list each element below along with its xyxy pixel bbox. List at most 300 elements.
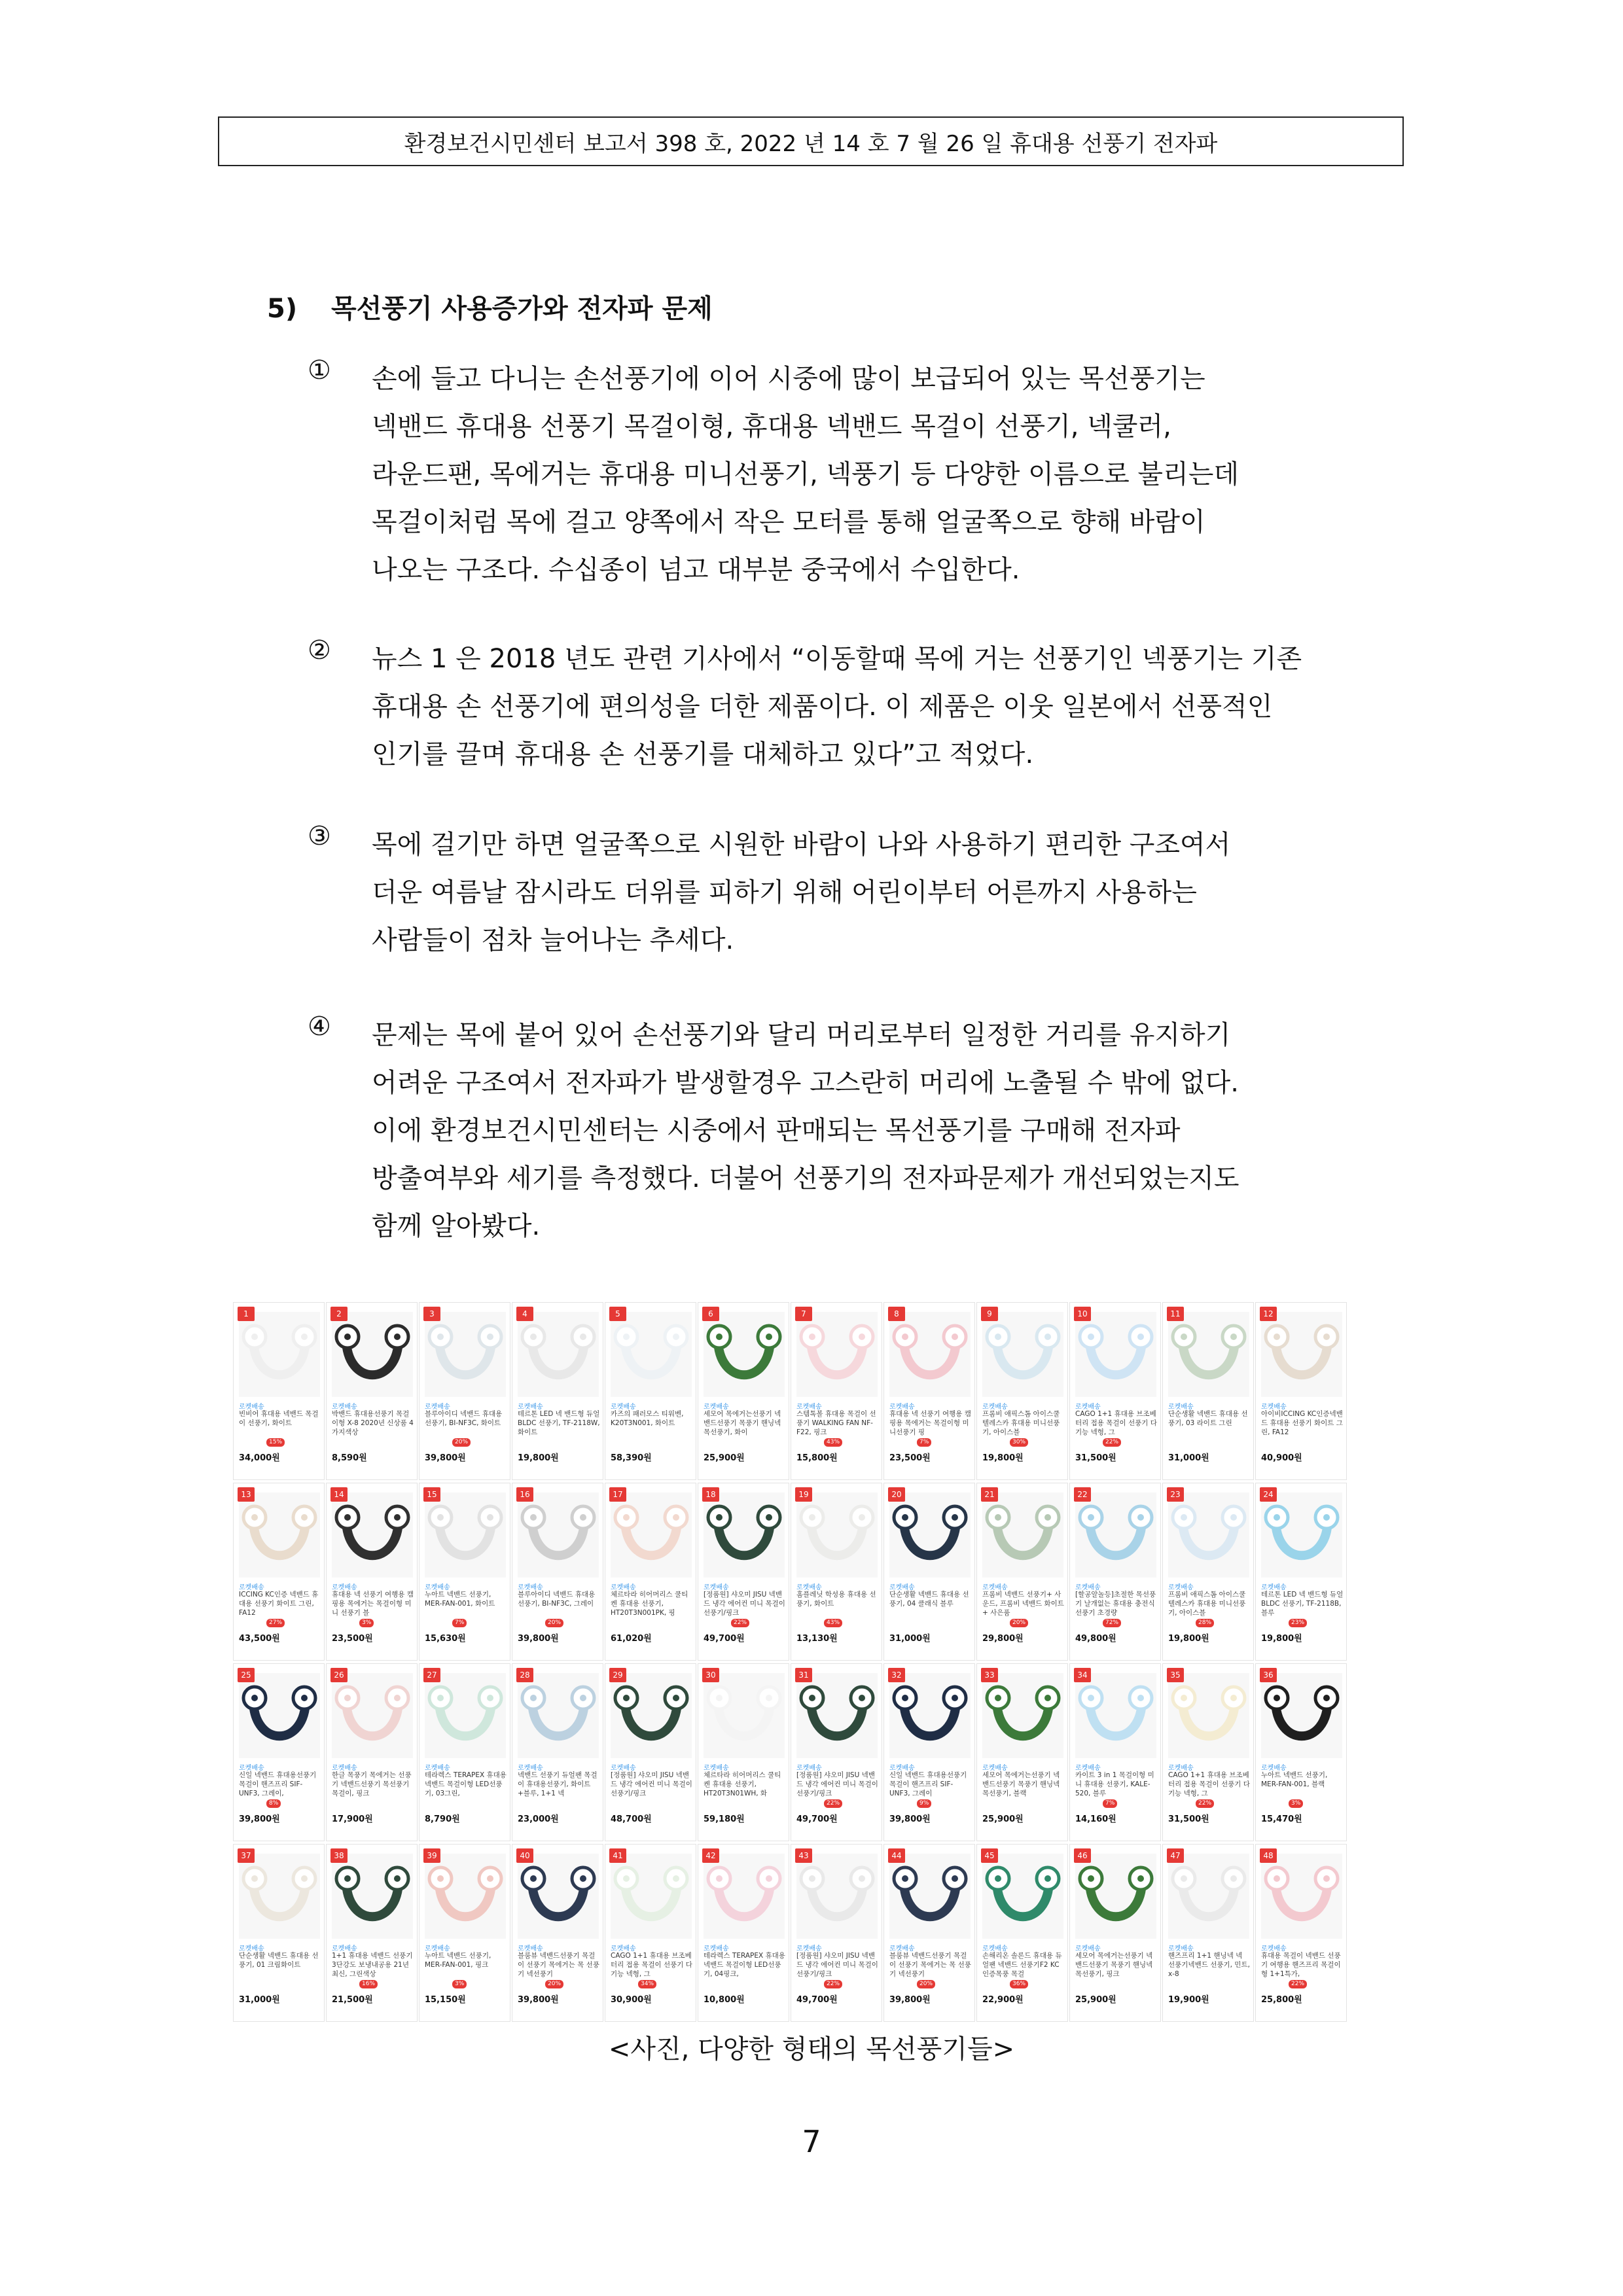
rank-badge: 39	[423, 1848, 440, 1863]
delivery-label: 로켓배송	[518, 1584, 543, 1591]
rank-badge: 3	[423, 1307, 440, 1321]
product-price: 39,800원	[889, 1995, 931, 2005]
delivery-label: 로켓배송	[704, 1584, 729, 1591]
discount-badge: 22%	[1196, 1799, 1214, 1808]
product-name: 단순생활 넥밴드 휴대용 선풍기, 01 크림화이트	[239, 1952, 319, 1969]
product-tile	[605, 1302, 696, 1480]
delivery-label: 로켓배송	[1075, 1584, 1101, 1591]
product-photo	[704, 1492, 785, 1578]
product-name: 핸즈프리 1+1 핸닝넥 넥 선풍기넥밴드 선풍기, 민트, x-8	[1168, 1952, 1250, 1978]
product-tile	[419, 1483, 510, 1661]
product-tile	[698, 1663, 789, 1841]
product-photo	[982, 1492, 1063, 1578]
product-price: 29,800원	[982, 1634, 1024, 1644]
product-tile	[1162, 1302, 1254, 1480]
product-price: 13,130원	[796, 1634, 838, 1644]
neck-fan-icon	[982, 1492, 1063, 1578]
product-photo	[1168, 1312, 1249, 1397]
delivery-label: 로켓배송	[332, 1945, 357, 1952]
product-tile	[883, 1483, 975, 1661]
product-name: 신일 넥밴드 휴대용선풍기 목걸이 핸즈프리 SIF-UNF3, 그레이,	[239, 1771, 317, 1797]
delivery-label: 로켓배송	[796, 1404, 822, 1411]
rank-badge: 37	[238, 1848, 255, 1863]
product-name: 블룸뷰 넥밴드선풍기 목걸이 선풍기 목에거는 목 선풍기 넥선풍기	[518, 1952, 599, 1978]
delivery-label: 로켓배송	[1168, 1584, 1194, 1591]
product-name: 1+1 휴대용 넥밴드 선풍기 3단강도 보냉내공용 21년 최신, 그린색상	[332, 1952, 413, 1978]
delivery-label: 로켓배송	[1168, 1945, 1194, 1952]
figure-caption: <사진, 다양한 형태의 목선풍기들>	[608, 2034, 1015, 2064]
product-photo	[704, 1854, 785, 1939]
product-name: CAGO 1+1 휴대용 브조베터리 접용 목걸이 선풍기 다기능 넥형, 그	[1075, 1410, 1157, 1436]
rank-badge: 7	[795, 1307, 812, 1321]
rank-badge: 4	[516, 1307, 533, 1321]
product-tile	[976, 1844, 1068, 2022]
product-name: 박밴드 휴대용선풍기 목걸이형 X-8 2020년 신상품 4가지색상	[332, 1410, 414, 1436]
product-price: 23,000원	[518, 1814, 559, 1824]
rank-badge: 18	[702, 1487, 719, 1502]
delivery-label: 로켓배송	[889, 1765, 915, 1772]
neck-fan-icon	[1168, 1492, 1249, 1578]
rank-badge: 24	[1260, 1487, 1277, 1502]
discount-badge: 7%	[1103, 1799, 1117, 1808]
delivery-label: 로켓배송	[889, 1584, 915, 1591]
section-title	[267, 288, 713, 325]
delivery-label: 로켓배송	[982, 1404, 1008, 1411]
rank-badge: 16	[516, 1487, 533, 1502]
product-tile	[883, 1663, 975, 1841]
delivery-label: 로켓배송	[611, 1945, 636, 1952]
rank-badge: 21	[981, 1487, 998, 1502]
neck-fan-icon	[1075, 1312, 1156, 1397]
product-price: 19,800원	[1168, 1634, 1209, 1644]
product-photo	[611, 1854, 692, 1939]
product-tile	[1162, 1844, 1254, 2022]
paragraph-line: 라운드팬, 목에거는 휴대용 미니선풍기, 넥풍기 등 다양한 이름으로 불리는데	[372, 459, 1239, 489]
delivery-label: 로켓배송	[1168, 1404, 1194, 1411]
product-photo	[332, 1854, 413, 1939]
neck-fan-icon	[239, 1854, 320, 1939]
product-photo	[704, 1673, 785, 1758]
neck-fan-icon	[1075, 1854, 1156, 1939]
delivery-label: 로켓배송	[796, 1765, 822, 1772]
product-tile	[512, 1844, 603, 2022]
discount-badge: 20%	[1010, 1619, 1028, 1627]
neck-fan-icon	[796, 1492, 878, 1578]
delivery-label: 로켓배송	[518, 1404, 543, 1411]
product-price: 15,630원	[425, 1634, 466, 1644]
section-number: 5)	[267, 294, 298, 324]
product-photo	[982, 1673, 1063, 1758]
neck-fan-icon	[425, 1854, 506, 1939]
product-name: 카즈의 패러모스 티워벤, K20T3N001, 화이트	[611, 1410, 684, 1427]
discount-badge: 3%	[359, 1619, 374, 1627]
product-name: 세모어 목에거는선풍기 넥밴드선풍기 목풍기 핸닝넥목선풍기, 블랙	[982, 1771, 1060, 1797]
product-photo	[1168, 1492, 1249, 1578]
product-tile	[605, 1663, 696, 1841]
product-price: 31,000원	[889, 1634, 931, 1644]
paragraph-line: 휴대용 손 선풍기에 편의성을 더한 제품이다. 이 제품은 이웃 일본에서 선풍적인	[372, 692, 1273, 722]
delivery-label: 로켓배송	[1261, 1404, 1287, 1411]
product-photo	[518, 1673, 599, 1758]
delivery-label: 로켓배송	[1261, 1584, 1287, 1591]
product-tile	[1069, 1483, 1161, 1661]
product-name: 누아트 넥밴드 선풍기, MER-FAN-001, 블랙	[1261, 1771, 1328, 1788]
neck-fan-icon	[796, 1312, 878, 1397]
paragraph-line: 함께 알아봤다.	[372, 1211, 541, 1241]
product-photo	[1261, 1492, 1342, 1578]
product-photo	[796, 1492, 878, 1578]
rank-badge: 35	[1167, 1668, 1184, 1682]
product-photo	[796, 1312, 878, 1397]
product-name: [할공알놀등]초절한 목선풍기 날개없는 휴대용 충전식 선풍기 초경량	[1075, 1591, 1156, 1617]
paragraph-line: 방출여부와 세기를 측정했다. 더불어 선풍기의 전자파문제가 개선되었는지도	[372, 1163, 1240, 1193]
paragraph-marker: ③	[308, 821, 331, 851]
neck-fan-icon	[796, 1854, 878, 1939]
product-name: 넥밴드 선풍기 듀얼팬 목걸이 휴대용선풍기, 화이트+블루, 1+1 넥	[518, 1771, 597, 1797]
product-tile	[698, 1483, 789, 1661]
product-tile	[791, 1483, 882, 1661]
discount-badge: 34%	[638, 1980, 656, 1988]
product-photo	[1075, 1312, 1156, 1397]
product-price: 40,900원	[1261, 1453, 1302, 1463]
product-name: 블루아이디 넥밴드 휴대용 선풍기, BI-NF3C, 그레이	[518, 1591, 596, 1608]
product-tile	[419, 1302, 510, 1480]
rank-badge: 17	[609, 1487, 626, 1502]
neck-fan-icon	[704, 1312, 785, 1397]
delivery-label: 로켓배송	[1261, 1945, 1287, 1952]
paragraph-marker: ①	[308, 355, 331, 385]
product-tile	[698, 1302, 789, 1480]
paragraph-line: 이에 환경보건시민센터는 시중에서 판매되는 목선풍기를 구매해 전자파	[372, 1116, 1181, 1146]
neck-fan-icon	[1261, 1312, 1342, 1397]
product-name: [정품원] 샤오미 JISU 넥밴드 냉각 에어컨 미니 목걸이 선풍기/핑크	[611, 1771, 692, 1797]
product-photo	[239, 1492, 320, 1578]
rank-badge: 45	[981, 1848, 998, 1863]
discount-badge: 30%	[1010, 1438, 1028, 1447]
product-price: 8,790원	[425, 1814, 460, 1824]
paragraph-line: 넥밴드 휴대용 선풍기 목걸이형, 휴대용 넥밴드 목걸이 선풍기, 넥쿨러,	[372, 412, 1171, 442]
product-name: ICCING KC인증 넥밴드 휴대용 선풍기 화이트 그린, FA12	[239, 1591, 319, 1617]
product-name: 세모어 목에거는선풍기 넥밴드선풍기 목풍기 핸닝넥목선풍기, 화이	[704, 1410, 781, 1436]
delivery-label: 로켓배송	[239, 1584, 264, 1591]
product-price: 19,900원	[1168, 1995, 1209, 2005]
neck-fan-icon	[518, 1673, 599, 1758]
discount-badge: 7%	[452, 1619, 467, 1627]
product-name: [정품원] 샤오미 JISU 넥밴드 냉각 에어컨 미니 목걸이 선풍기/핑크	[796, 1952, 878, 1978]
discount-badge: 20%	[545, 1619, 563, 1627]
product-price: 21,500원	[332, 1995, 373, 2005]
product-price: 15,470원	[1261, 1814, 1302, 1824]
product-tile	[326, 1663, 418, 1841]
product-price: 49,800원	[1075, 1634, 1116, 1644]
rank-badge: 9	[981, 1307, 998, 1321]
neck-fan-icon	[982, 1312, 1063, 1397]
product-photo	[1168, 1673, 1249, 1758]
product-price: 39,800원	[425, 1453, 466, 1463]
product-name: 누아트 넥밴드 선풍기, MER-FAN-001, 핑크	[425, 1952, 491, 1969]
delivery-label: 로켓배송	[332, 1765, 357, 1772]
product-price: 14,160원	[1075, 1814, 1116, 1824]
rank-badge: 27	[423, 1668, 440, 1682]
product-name: 휴대용 넥 선풍기 여행용 캠핑용 목에거는 목걸이형 미니선풍기 핑	[889, 1410, 971, 1436]
delivery-label: 로켓배송	[425, 1404, 450, 1411]
rank-badge: 22	[1074, 1487, 1091, 1502]
discount-badge: 7%	[917, 1438, 931, 1447]
discount-badge: 16%	[359, 1980, 378, 1988]
product-name: 테라렉스 TERAPEX 휴대용넥밴드 목걸이형 LED선풍기, 03그린,	[425, 1771, 507, 1797]
neck-fan-icon	[239, 1673, 320, 1758]
delivery-label: 로켓배송	[1075, 1945, 1101, 1952]
product-tile	[233, 1663, 325, 1841]
rank-badge: 43	[795, 1848, 812, 1863]
product-photo	[889, 1312, 971, 1397]
product-name: 카이트 3 in 1 목걸이형 미니 휴대용 선풍기, KALE-520, 블루	[1075, 1771, 1154, 1797]
neck-fan-icon	[889, 1673, 971, 1758]
delivery-label: 로켓배송	[425, 1765, 450, 1772]
paragraph-line: 사람들이 점차 늘어나는 추세다.	[372, 925, 734, 955]
product-name: 휴대용 넥 선풍기 여행용 캠핑용 목에거는 목걸이형 미니 선풍기 블	[332, 1591, 414, 1617]
discount-badge: 27%	[266, 1619, 285, 1627]
discount-badge: 28%	[1196, 1619, 1214, 1627]
product-tile	[605, 1844, 696, 2022]
product-name: 신일 넥밴드 휴대용선풍기 목걸이 핸즈프리 SIF-UNF3, 그레이	[889, 1771, 967, 1797]
section-heading: 목선풍기 사용증가와 전자파 문제	[331, 294, 713, 324]
product-price: 25,900원	[704, 1453, 745, 1463]
product-price: 22,900원	[982, 1995, 1024, 2005]
product-name: 테르톤 LED 넥 밴드형 듀얼 BLDC 선풍기, TF-2118B, 블루	[1261, 1591, 1344, 1617]
product-tile	[1069, 1663, 1161, 1841]
discount-badge: 22%	[824, 1980, 842, 1988]
rank-badge: 47	[1167, 1848, 1184, 1863]
discount-badge: 20%	[452, 1438, 471, 1447]
product-photo	[1075, 1492, 1156, 1578]
product-name: 블룸뷰 넥밴드선풍기 목걸이 선풍기 목에거는 목 선풍기 넥선풍기	[889, 1952, 971, 1978]
product-photo-grid	[233, 1302, 1346, 2026]
paragraph-line: 손에 들고 다니는 손선풍기에 이어 시중에 많이 보급되어 있는 목선풍기는	[372, 364, 1205, 394]
product-price: 39,800원	[239, 1814, 280, 1824]
product-tile	[326, 1483, 418, 1661]
product-tile	[791, 1663, 882, 1841]
delivery-label: 로켓배송	[425, 1584, 450, 1591]
neck-fan-icon	[1075, 1673, 1156, 1758]
product-name: 스템톡볼 휴대용 목걸이 선풍기 WALKING FAN NF-F22, 핑크	[796, 1410, 876, 1436]
neck-fan-icon	[889, 1492, 971, 1578]
rank-badge: 30	[702, 1668, 719, 1682]
paragraph-line: 인기를 끌며 휴대용 손 선풍기를 대체하고 있다”고 적었다.	[372, 739, 1034, 769]
discount-badge: 43%	[824, 1438, 842, 1447]
product-name: 블루아이디 넥밴드 휴대용 선풍기, BI-NF3C, 화이트	[425, 1410, 503, 1427]
product-name: 체르타라 히어머리스 쿨티켄 휴대용 선풍기, HT20T3N001PK, 핑	[611, 1591, 688, 1617]
product-photo	[518, 1312, 599, 1397]
rank-badge: 19	[795, 1487, 812, 1502]
neck-fan-icon	[332, 1492, 413, 1578]
product-price: 61,020원	[611, 1634, 652, 1644]
neck-fan-icon	[518, 1492, 599, 1578]
discount-badge: 22%	[731, 1619, 749, 1627]
product-tile	[883, 1844, 975, 2022]
rank-badge: 10	[1074, 1307, 1091, 1321]
product-tile	[883, 1302, 975, 1480]
product-photo	[239, 1673, 320, 1758]
product-tile	[512, 1663, 603, 1841]
neck-fan-icon	[611, 1492, 692, 1578]
neck-fan-icon	[1168, 1673, 1249, 1758]
neck-fan-icon	[1261, 1854, 1342, 1939]
delivery-label: 로켓배송	[425, 1945, 450, 1952]
product-price: 23,500원	[332, 1634, 373, 1644]
discount-badge: 8%	[266, 1799, 281, 1808]
rank-badge: 20	[888, 1487, 905, 1502]
discount-badge: 20%	[917, 1980, 935, 1988]
neck-fan-icon	[982, 1854, 1063, 1939]
product-photo	[611, 1673, 692, 1758]
product-name: 단순생활 넥밴드 휴대용 선풍기, 03 라이트 그린	[1168, 1410, 1248, 1427]
product-price: 43,500원	[239, 1634, 280, 1644]
product-name: 프롬비 애픽스톰 아이스쿨 텔레스카 휴대용 미니선풍기, 아이스블	[982, 1410, 1060, 1436]
rank-badge: 14	[330, 1487, 348, 1502]
product-photo	[518, 1854, 599, 1939]
product-name: 아이비ICCING KC인증넥밴드 휴대용 선풍기 화이트 그린, FA12	[1261, 1410, 1343, 1436]
product-tile	[791, 1844, 882, 2022]
product-price: 17,900원	[332, 1814, 373, 1824]
delivery-label: 로켓배송	[611, 1584, 636, 1591]
delivery-label: 로켓배송	[332, 1584, 357, 1591]
rank-badge: 1	[238, 1307, 255, 1321]
neck-fan-icon	[704, 1673, 785, 1758]
paragraph-line: 어려운 구조여서 전자파가 발생할경우 고스란히 머리에 노출될 수 밖에 없다.	[372, 1068, 1239, 1098]
neck-fan-icon	[425, 1673, 506, 1758]
neck-fan-icon	[704, 1492, 785, 1578]
delivery-label: 로켓배송	[889, 1945, 915, 1952]
neck-fan-icon	[425, 1492, 506, 1578]
discount-badge: 22%	[1103, 1438, 1121, 1447]
product-photo	[889, 1854, 971, 1939]
discount-badge: 20%	[545, 1980, 563, 1988]
product-name: 체르타라 히어머리스 쿨티켄 휴대용 선풍기, HT20T3N01WH, 화	[704, 1771, 781, 1797]
rank-badge: 38	[330, 1848, 348, 1863]
product-price: 31,000원	[239, 1995, 280, 2005]
product-tile	[1255, 1302, 1347, 1480]
neck-fan-icon	[611, 1312, 692, 1397]
product-photo	[1168, 1854, 1249, 1939]
rank-badge: 28	[516, 1668, 533, 1682]
delivery-label: 로켓배송	[982, 1765, 1008, 1772]
product-photo	[611, 1492, 692, 1578]
rank-badge: 26	[330, 1668, 348, 1682]
discount-badge: 15%	[266, 1438, 285, 1447]
page-number: 7	[802, 2124, 821, 2159]
paragraph-1	[308, 355, 1420, 594]
product-price: 49,700원	[704, 1634, 745, 1644]
product-tile	[1255, 1483, 1347, 1661]
rank-badge: 5	[609, 1307, 626, 1321]
delivery-label: 로켓배송	[611, 1765, 636, 1772]
product-name: [정품원] 샤오미 JISU 넥밴드 냉각 에어컨 미니 목걸이 선풍기/핑크	[796, 1771, 878, 1797]
product-tile	[791, 1302, 882, 1480]
product-photo	[518, 1492, 599, 1578]
paragraph-4	[308, 1012, 1420, 1250]
neck-fan-icon	[1261, 1673, 1342, 1758]
neck-fan-icon	[332, 1854, 413, 1939]
neck-fan-icon	[332, 1673, 413, 1758]
product-tile	[976, 1663, 1068, 1841]
product-price: 25,900원	[1075, 1995, 1116, 2005]
product-price: 19,800원	[1261, 1634, 1302, 1644]
rank-badge: 25	[238, 1668, 255, 1682]
product-tile	[419, 1844, 510, 2022]
product-name: CAGO 1+1 휴대용 브조베터리 접용 목걸이 선풍기 다기능 넥형, 그	[1168, 1771, 1250, 1797]
delivery-label: 로켓배송	[239, 1404, 264, 1411]
product-name: 한글 목풍기 목에거는 선풍기 넥밴드선풍기 목선풍기목걸이, 핑크	[332, 1771, 412, 1797]
product-tile	[233, 1483, 325, 1661]
product-name: 휴대용 목걸이 넥밴드 선풍기 여행용 핸즈프리 목걸이 형 1+1특가,	[1261, 1952, 1341, 1978]
delivery-label: 로켓배송	[518, 1945, 543, 1952]
product-tile	[1162, 1663, 1254, 1841]
rank-badge: 32	[888, 1668, 905, 1682]
neck-fan-icon	[332, 1312, 413, 1397]
paragraph-line: 나오는 구조다. 수십종이 넘고 대부분 중국에서 수입한다.	[372, 555, 1020, 585]
product-tile	[1255, 1844, 1347, 2022]
delivery-label: 로켓배송	[889, 1404, 915, 1411]
product-price: 31,000원	[1168, 1453, 1209, 1463]
rank-badge: 13	[238, 1487, 255, 1502]
product-photo	[611, 1312, 692, 1397]
product-price: 39,800원	[518, 1995, 559, 2005]
product-tile	[976, 1483, 1068, 1661]
product-price: 25,800원	[1261, 1995, 1302, 2005]
neck-fan-icon	[1168, 1312, 1249, 1397]
neck-fan-icon	[982, 1673, 1063, 1758]
product-photo	[332, 1492, 413, 1578]
product-name: [정품원] 샤오미 JISU 넥밴드 냉각 에어컨 미니 목걸이 선풍기/핑크	[704, 1591, 785, 1617]
paragraph-2	[308, 635, 1420, 779]
product-price: 48,700원	[611, 1814, 652, 1824]
product-photo	[889, 1492, 971, 1578]
product-tile	[1069, 1844, 1161, 2022]
neck-fan-icon	[611, 1854, 692, 1939]
product-photo	[982, 1312, 1063, 1397]
product-photo	[239, 1312, 320, 1397]
discount-badge: 22%	[1289, 1980, 1307, 1988]
delivery-label: 로켓배송	[239, 1945, 264, 1952]
discount-badge: 3%	[452, 1980, 467, 1988]
product-price: 25,900원	[982, 1814, 1024, 1824]
product-photo	[1261, 1854, 1342, 1939]
delivery-label: 로켓배송	[796, 1945, 822, 1952]
discount-badge: 72%	[1103, 1619, 1121, 1627]
rank-badge: 40	[516, 1848, 533, 1863]
delivery-label: 로켓배송	[1168, 1765, 1194, 1772]
delivery-label: 로켓배송	[518, 1765, 543, 1772]
discount-badge: 43%	[824, 1619, 842, 1627]
product-name: 단순생활 넥밴드 휴대용 선풍기, 04 클래식 블루	[889, 1591, 969, 1608]
delivery-label: 로켓배송	[1075, 1765, 1101, 1772]
product-price: 58,390원	[611, 1453, 652, 1463]
product-tile	[419, 1663, 510, 1841]
product-photo	[1261, 1673, 1342, 1758]
product-price: 39,800원	[518, 1634, 559, 1644]
paragraph-3	[308, 821, 1420, 964]
product-photo	[1261, 1312, 1342, 1397]
product-price: 15,150원	[425, 1995, 466, 2005]
paragraph-line: 목걸이처럼 목에 걸고 양쪽에서 작은 모터를 통해 얼굴쪽으로 향해 바람이	[372, 507, 1205, 537]
product-name: 빈비어 휴대용 넥밴드 목걸이 선풍기, 화이트	[239, 1410, 319, 1427]
product-photo	[704, 1312, 785, 1397]
rank-badge: 42	[702, 1848, 719, 1863]
rank-badge: 2	[330, 1307, 348, 1321]
product-tile	[605, 1483, 696, 1661]
rank-badge: 36	[1260, 1668, 1277, 1682]
